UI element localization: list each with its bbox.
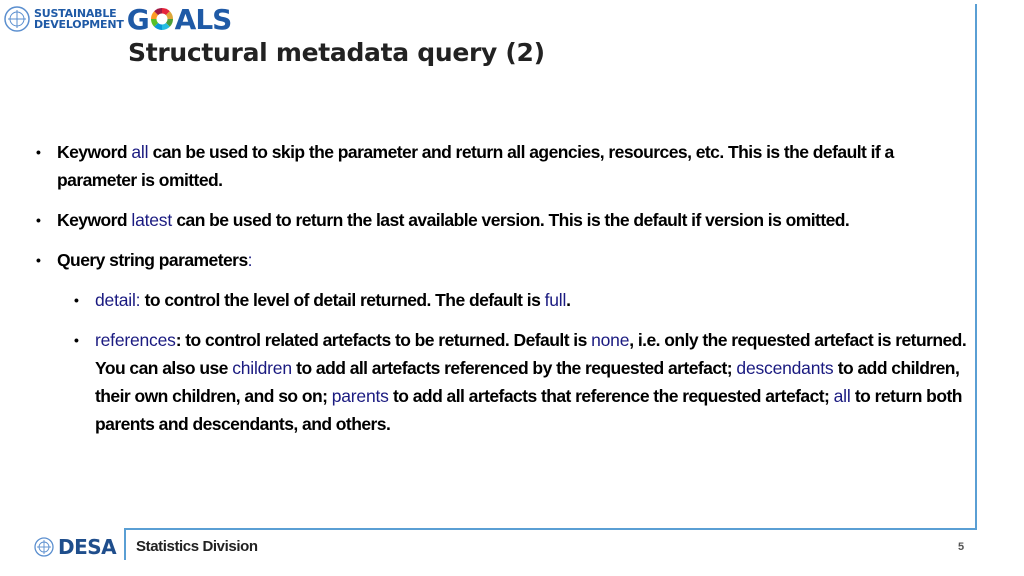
keyword: full bbox=[544, 290, 567, 310]
page-number: 5 bbox=[958, 541, 965, 553]
sdg-logo bbox=[4, 4, 231, 34]
sub-bullet-list bbox=[36, 286, 971, 438]
keyword: descendants bbox=[736, 358, 834, 378]
goals-wordmark bbox=[127, 3, 232, 36]
bullet-text bbox=[95, 326, 971, 438]
keyword: latest bbox=[131, 210, 173, 230]
text-run: to control the level of detail returned. The default is bbox=[140, 290, 545, 310]
bullet-dot: • bbox=[74, 332, 79, 348]
desa-name: DESA bbox=[58, 535, 117, 559]
sdg-wheel-icon bbox=[150, 7, 174, 31]
text-run: Query string parameters bbox=[57, 250, 248, 270]
division-name: Statistics Division bbox=[136, 538, 258, 555]
logo-line-development: DEVELOPMENT bbox=[34, 18, 124, 31]
text-run: , i.e. only the requested artefact is returned. You can also use bbox=[95, 330, 967, 378]
text-run: to add all artefacts that reference the requested artefact; bbox=[388, 386, 834, 406]
bullet-dot: • bbox=[36, 252, 41, 268]
sdg-wordmark bbox=[34, 8, 124, 30]
bullet-list bbox=[36, 138, 971, 274]
bullet-item bbox=[36, 138, 971, 194]
text-run: Keyword bbox=[57, 210, 132, 230]
keyword: children bbox=[232, 358, 292, 378]
bullet-item bbox=[36, 246, 971, 274]
un-emblem-icon bbox=[34, 537, 54, 557]
logo-line-sustainable: SUSTAINABLE bbox=[34, 7, 117, 20]
keyword: all bbox=[131, 142, 149, 162]
text-run: : to control related artefacts to be returned. Default is bbox=[175, 330, 592, 350]
goals-g: G bbox=[126, 2, 149, 36]
text-run: can be used to skip the parameter and return all agencies, resources, etc. This is the default if a parameter is omitted. bbox=[57, 142, 894, 190]
goals-als: ALS bbox=[174, 2, 232, 36]
bottom-divider bbox=[124, 528, 977, 530]
keyword: none bbox=[591, 330, 630, 350]
bullet-dot: • bbox=[36, 144, 41, 160]
text-run: can be used to return the last available version. This is the default if version is omitted. bbox=[172, 210, 850, 230]
bullet-text bbox=[57, 246, 252, 274]
keyword: parents bbox=[331, 386, 389, 406]
text-run: to add children, their own children, and so on; bbox=[95, 358, 960, 406]
text-run: to return both parents and descendants, and others. bbox=[95, 386, 962, 434]
bullet-text bbox=[57, 138, 971, 194]
keyword: all bbox=[833, 386, 851, 406]
footer-separator bbox=[124, 528, 126, 560]
bullet-text bbox=[95, 286, 570, 314]
desa-logo bbox=[34, 535, 116, 559]
bullet-item bbox=[36, 206, 971, 234]
slide-content bbox=[36, 138, 971, 450]
bullet-dot: • bbox=[36, 212, 41, 228]
keyword: detail: bbox=[95, 290, 141, 310]
right-divider bbox=[975, 4, 977, 530]
un-emblem-icon bbox=[4, 6, 30, 32]
text-run: . bbox=[566, 290, 571, 310]
text-run: Keyword bbox=[57, 142, 132, 162]
page-title: Structural metadata query (2) bbox=[128, 38, 545, 67]
bullet-dot: • bbox=[74, 292, 79, 308]
keyword: references bbox=[95, 330, 176, 350]
sub-bullet-item bbox=[74, 326, 971, 438]
keyword: : bbox=[247, 250, 253, 270]
bullet-text bbox=[57, 206, 849, 234]
text-run: to add all artefacts referenced by the requested artefact; bbox=[291, 358, 737, 378]
sub-bullet-item bbox=[74, 286, 971, 314]
